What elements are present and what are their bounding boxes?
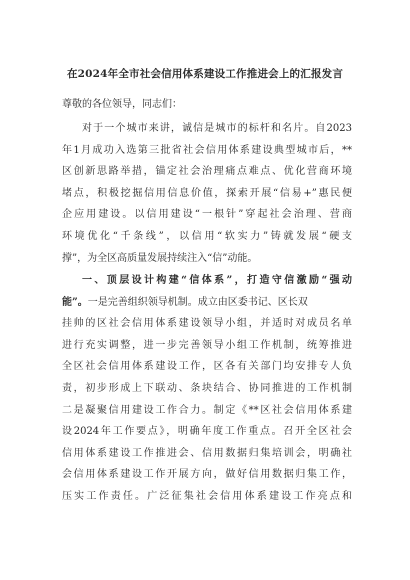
section-line: 压实工作责任。广泛征集社会信用体系建设工作亮点和 bbox=[62, 490, 352, 502]
section-body-first: 一是完善组织领导机制。 bbox=[87, 296, 198, 308]
section-one bbox=[62, 270, 352, 508]
document-title: 在2024年全市社会信用体系建设工作推进会上的汇报发言 bbox=[66, 68, 344, 80]
salutation: 尊敬的各位领导，同志们： bbox=[62, 99, 182, 110]
paragraph-line: 撑”，为全区高质量发展持续注入“信”动能。 bbox=[62, 252, 258, 264]
paragraph-line: 区创新思路举措，锚定社会治理痛点难点、优化营商环境 bbox=[62, 166, 352, 178]
section-line: 信用体系建设工作推进会、信用数据归集培训会，明确社 bbox=[62, 447, 352, 459]
section-heading-end: 能”。 bbox=[62, 296, 88, 308]
section-line: 责，初步形成上下联动、条块结合、协同推进的工作机制 bbox=[62, 382, 352, 394]
section-body-first-rest: 成立由区委书记、区长双 bbox=[197, 296, 308, 308]
section-heading: 一、顶层设计构建“信体系”，打造守信激励“强动 bbox=[82, 275, 352, 286]
paragraph-line: 年1月成功入选第三批省社会信用体系建设典型城市后，** bbox=[62, 144, 352, 156]
paragraph-line: 企应用建设。以信用建设“一根针”穿起社会治理、营商 bbox=[62, 209, 352, 221]
section-heading-continuation bbox=[62, 292, 352, 314]
section-line: 全区社会信用体系建设工作，区各有关部门均安排专人负 bbox=[62, 361, 352, 373]
paragraph-line: 堵点，积极挖掘信用信息价值，探索开展“信易+”惠民便 bbox=[62, 187, 352, 199]
paragraph-line: 对于一个城市来讲，诚信是城市的标杆和名片。自2023 bbox=[82, 123, 352, 134]
paragraph-line: 环境优化“千条线”，以信用“软实力”铸就发展“硬支 bbox=[62, 230, 352, 242]
section-line: 二是凝聚信用建设工作合力。制定《**区社会信用体系建 bbox=[62, 404, 352, 416]
section-line: 进行充实调整，进一步完善领导小组工作机制，统筹推进 bbox=[62, 339, 352, 351]
section-line: 会信用体系建设工作开展方向，做好信用数据归集工作， bbox=[62, 469, 352, 481]
section-line: 设2024年工作要点》，明确年度工作重点。召开全区社会 bbox=[62, 426, 352, 438]
section-line: 挂帅的区社会信用体系建设领导小组，并适时对成员名单 bbox=[62, 318, 352, 330]
paragraph-intro bbox=[62, 118, 352, 269]
